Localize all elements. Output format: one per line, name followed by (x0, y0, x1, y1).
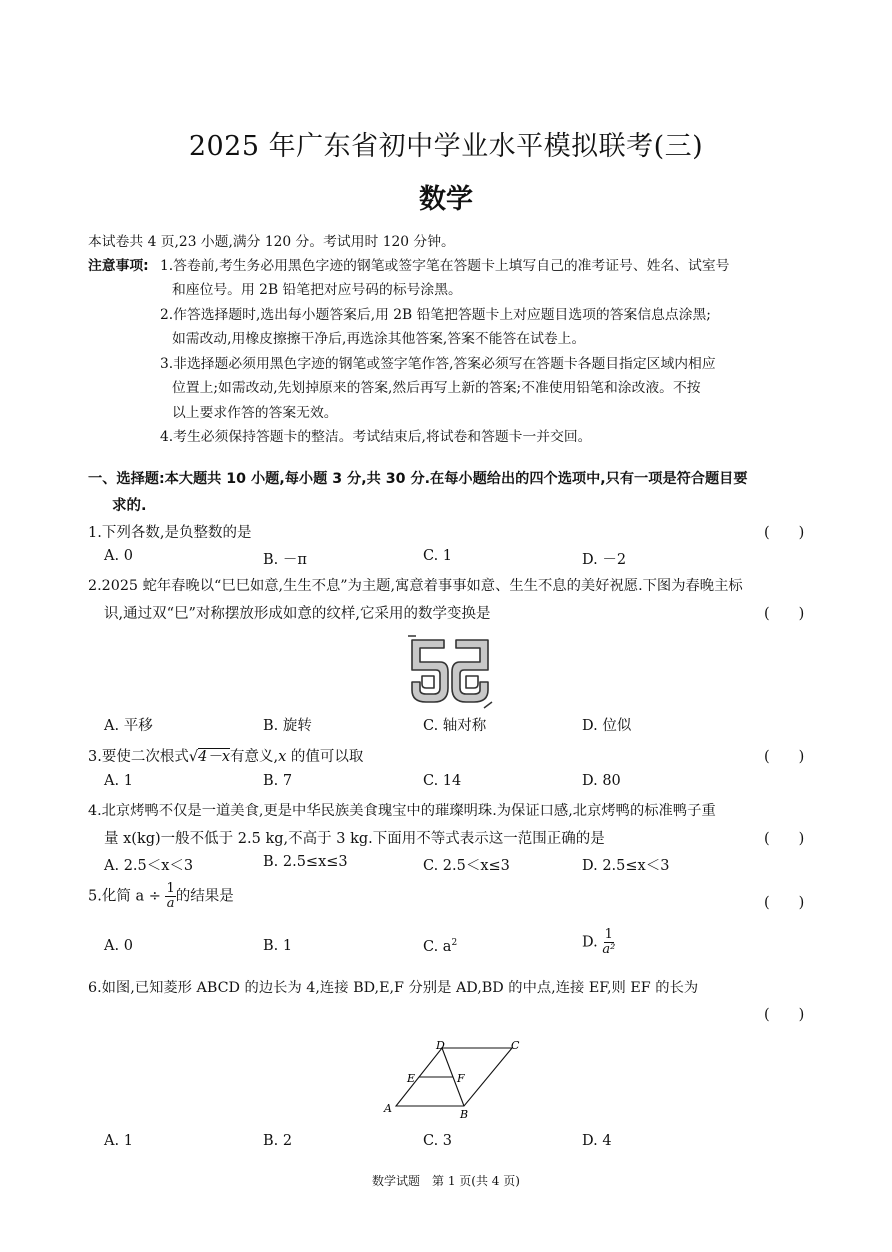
q1-option-c: C. 1 (423, 548, 453, 564)
q5-opt-d-den: a² (602, 942, 616, 957)
q5-opt-d-num: 1 (604, 927, 613, 942)
note-line: 1.答卷前,考生务必用黑色字迹的钢笔或签字笔在答题卡上填写自己的准考证号、姓名、试室号 (160, 258, 730, 274)
question-2-stem-cont: 识,通过双“巳”对称摆放形成如意的纹样,它采用的数学变换是 (104, 606, 491, 622)
note-line: 4.考生必须保持答题卡的整洁。考试结束后,将试卷和答题卡一并交回。 (160, 429, 592, 445)
note-line: 3.非选择题必须用黑色字迹的钢笔或签字笔作答,答案必须写在答题卡各题目指定区域内相应 (160, 356, 716, 372)
rhombus-figure (378, 1036, 528, 1124)
q5-option-d (582, 928, 615, 957)
q6-option-b: B. 2 (263, 1133, 293, 1149)
spring-festival-logo-image (404, 632, 496, 712)
q4-option-c: C. 2.5＜x≤3 (423, 858, 510, 874)
q2-option-b: B. 旋转 (263, 718, 312, 734)
sqrt-sign: √ (188, 749, 199, 765)
q5-opt-d-fraction (602, 928, 615, 957)
q5-stem-part: 的结果是 (175, 888, 234, 905)
answer-bracket: ( ) (764, 749, 805, 765)
label-f: F (457, 1072, 465, 1085)
answer-bracket: ( ) (764, 831, 805, 847)
q5-opt-c-text: C. a (423, 938, 452, 955)
q3-option-b: B. 7 (263, 773, 293, 789)
question-6-stem: 6.如图,已知菱形 ABCD 的边长为 4,连接 BD,E,F 分别是 AD,BD 的中点,连接 EF,则 EF 的长为 (88, 980, 699, 996)
section-heading: 一、选择题:本大题共 10 小题,每小题 3 分,共 30 分.在每小题给出的四个选项中,只有一项是符合题目要 (88, 471, 748, 487)
section-heading-cont: 求的. (112, 498, 147, 514)
q4-option-a: A. 2.5＜x＜3 (104, 858, 194, 874)
q5-option-b: B. 1 (263, 938, 293, 954)
q5-stem-part: 5.化简 a ÷ (88, 888, 166, 905)
note-line: 位置上;如需改动,先划掉原来的答案,然后再写上新的答案;不准使用铅笔和涂改液。不按 (172, 380, 701, 396)
q6-option-c: C. 3 (423, 1133, 453, 1149)
question-4-stem-cont: 量 x(kg)一般不低于 2.5 kg,不高于 3 kg.下面用不等式表示这一范围正确的是 (104, 831, 605, 847)
q3-radicand: 4－x (198, 749, 230, 765)
q5-frac-num: 1 (166, 881, 175, 896)
label-a: A (384, 1102, 392, 1115)
q4-option-b: B. 2.5≤x≤3 (263, 854, 348, 870)
q6-option-d: D. 4 (582, 1133, 612, 1149)
page-footer: 数学试题 第 1 页(共 4 页) (372, 1174, 520, 1188)
q4-option-d: D. 2.5≤x＜3 (582, 858, 670, 874)
q2-option-c: C. 轴对称 (423, 718, 487, 734)
note-line: 2.作答选择题时,选出每小题答案后,用 2B 铅笔把答题卡上对应题目选项的答案信息点涂黑; (160, 307, 711, 323)
question-4-stem: 4.北京烤鸭不仅是一道美食,更是中华民族美食瑰宝中的璀璨明珠.为保证口感,北京烤鸭的标准鸭子重 (88, 803, 716, 819)
answer-bracket: ( ) (764, 606, 805, 622)
exam-intro: 本试卷共 4 页,23 小题,满分 120 分。考试用时 120 分钟。 (88, 234, 455, 250)
notes-label: 注意事项: (88, 258, 149, 274)
q3-stem-part: 3.要使二次根式 (88, 749, 189, 765)
q3-stem-part: 有意义, (230, 749, 279, 765)
answer-bracket: ( ) (764, 895, 805, 911)
note-line: 和座位号。用 2B 铅笔把对应号码的标号涂黑。 (172, 282, 462, 298)
label-b: B (460, 1108, 469, 1121)
question-2-stem: 2.2025 蛇年春晚以“巳巳如意,生生不息”为主题,寓意着事事如意、生生不息的美好祝愿.下图为春晚主标 (88, 578, 743, 594)
q3-option-c: C. 14 (423, 773, 462, 789)
q5-fraction (165, 882, 175, 911)
q6-option-a: A. 1 (104, 1133, 133, 1149)
note-line: 以上要求作答的答案无效。 (172, 405, 338, 421)
answer-bracket: ( ) (764, 1007, 805, 1023)
q5-option-c (423, 938, 457, 955)
q3-stem-part: 的值可以取 (286, 749, 364, 765)
exam-title: 2025 年广东省初中学业水平模拟联考(三) (188, 131, 704, 162)
answer-bracket: ( ) (764, 525, 805, 541)
q1-option-d: D. －2 (582, 552, 627, 568)
q3-option-d: D. 80 (582, 773, 621, 789)
q2-option-a: A. 平移 (104, 718, 153, 734)
q3-option-a: A. 1 (104, 773, 133, 789)
q5-option-a: A. 0 (104, 938, 133, 954)
q5-frac-den: a (166, 896, 175, 911)
question-5-stem (88, 882, 234, 911)
q1-option-a: A. 0 (104, 548, 133, 564)
subject-title: 数学 (419, 184, 473, 215)
q5-opt-c-exp: 2 (451, 938, 458, 948)
q1-option-b: B. －π (263, 552, 307, 568)
q3-variable: x (278, 749, 287, 765)
note-line: 如需改动,用橡皮擦擦干净后,再选涂其他答案,答案不能答在试卷上。 (172, 331, 586, 347)
q2-option-d: D. 位似 (582, 718, 632, 734)
q5-opt-d-text: D. (582, 934, 603, 951)
label-c: C (511, 1039, 520, 1052)
question-1-stem: 1.下列各数,是负整数的是 (88, 525, 252, 541)
label-e: E (407, 1072, 416, 1085)
question-3-stem (88, 745, 363, 766)
label-d: D (436, 1039, 445, 1052)
